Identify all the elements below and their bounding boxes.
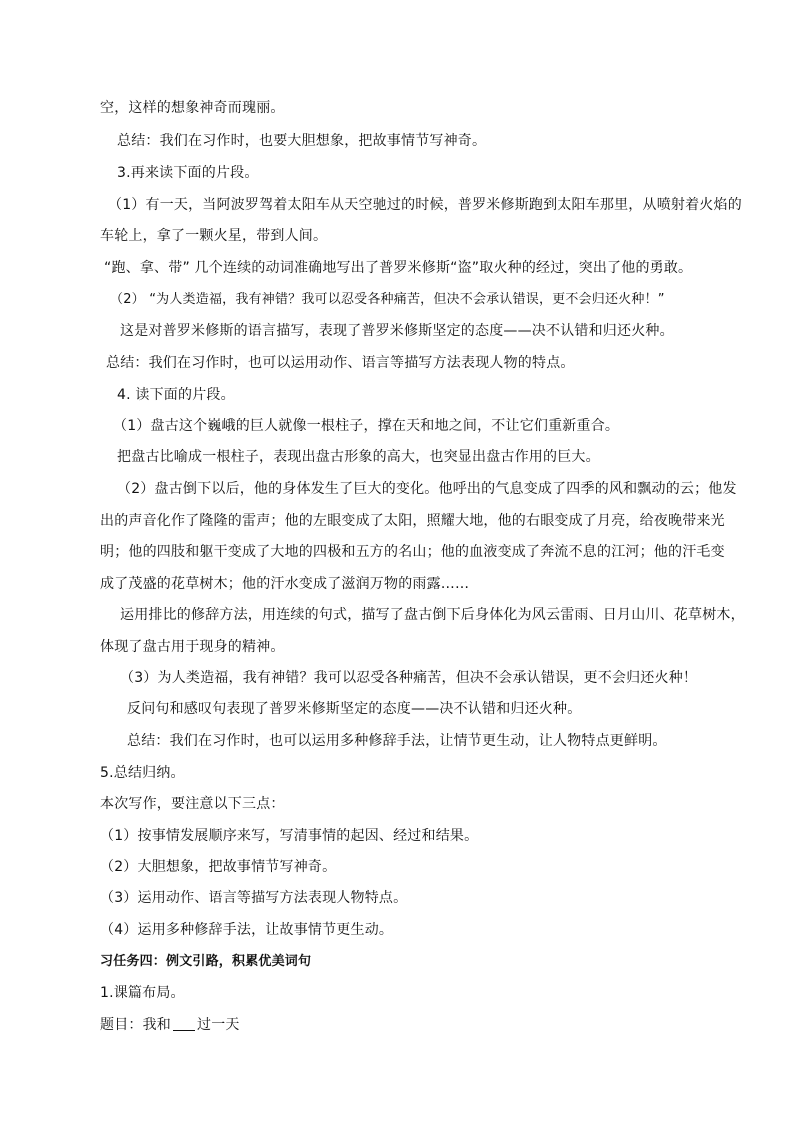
title-suffix: 过一天 <box>197 1017 240 1033</box>
summary-line: 总结：我们在习作时，也要大胆想象，把故事情节写神奇。 <box>117 133 487 149</box>
section-heading: 1.课篇布局。 <box>100 985 185 1001</box>
list-item: （1）按事情发展顺序来写，写清事情的起因、经过和结果。 <box>100 828 479 844</box>
list-item: （4）运用多种修辞手法，让故事情节更生动。 <box>100 922 394 938</box>
summary-line: 总结：我们在习作时，也可以运用动作、语言等描写方法表现人物的特点。 <box>106 355 575 371</box>
paragraph-line: （2）盘古倒下以后，他的身体发生了巨大的变化。他呼出的气息变成了四季的风和飘动的云；他发 <box>117 481 737 497</box>
list-item: （3）运用动作、语言等描写方法表现人物特点。 <box>100 890 408 906</box>
paragraph-line: 体现了盘古用于现身的精神。 <box>100 639 285 655</box>
paragraph-line: 把盘古比喻成一根柱子，表现出盘古形象的高大，也突显出盘古作用的巨大。 <box>117 449 600 465</box>
paragraph-line: 成了茂盛的花草树木；他的汗水变成了滋润万物的雨露…… <box>100 576 470 592</box>
paragraph-line: 明；他的四肢和躯干变成了大地的四极和五方的名山；他的血液变成了奔流不息的江河；他的汗毛变 <box>100 544 725 560</box>
title-prefix: 题目：我和 <box>100 1017 171 1033</box>
paragraph-line: 车轮上，拿了一颗火星，带到人间。 <box>100 228 328 244</box>
paragraph-line: 本次写作，要注意以下三点： <box>100 796 285 812</box>
paragraph-line: （1）盘古这个巍峨的巨人就像一根柱子，撑在天和地之间，不让它们重新重合。 <box>113 418 620 434</box>
task-heading: 习任务四：例文引路，积累优美词句 <box>100 954 312 969</box>
fill-in-blank <box>173 1016 195 1031</box>
section-heading: 5.总结归纳。 <box>100 765 185 781</box>
section-heading: 3.再来读下面的片段。 <box>117 165 259 181</box>
summary-line: 总结：我们在习作时，也可以运用多种修辞手法，让情节更生动，让人物特点更鲜明。 <box>127 733 667 749</box>
paragraph-line: 运用排比的修辞方法，用连续的句式，描写了盘古倒下后身体化为风云雷雨、日月山川、花草树木， <box>120 607 745 623</box>
paragraph-line: 这是对普罗米修斯的语言描写，表现了普罗米修斯坚定的态度——决不认错和归还火种。 <box>120 323 674 339</box>
paragraph-line: “跑、拿、带” 几个连续的动词准确地写出了普罗米修斯“盗”取火种的经过，突出了他的勇敢。 <box>104 260 693 276</box>
paragraph-line: 反问句和感叹句表现了普罗米修斯坚定的态度——决不认错和归还火种。 <box>127 701 582 717</box>
list-item: （2）大胆想象，把故事情节写神奇。 <box>100 859 337 875</box>
paragraph-line: 出的声音化作了隆隆的雷声；他的左眼变成了太阳，照耀大地，他的右眼变成了月亮，给夜晚带来光 <box>100 513 725 529</box>
quote-line: （2） “为人类造福，我有神错？我可以忍受各种痛苦，但决不会承认错误，更不会归还火种！” <box>110 292 665 307</box>
paragraph-line: 空，这样的想象神奇而瑰丽。 <box>100 100 285 116</box>
quote-line: （3）为人类造福，我有神错？我可以忍受各种痛苦，但决不会承认错误，更不会归还火种！ <box>120 670 698 686</box>
title-prompt <box>100 1015 240 1035</box>
paragraph-line: （1）有一天，当阿波罗驾着太阳车从天空驰过的时候，普罗米修斯跑到太阳车那里，从喷射着火焰的 <box>108 197 742 213</box>
section-heading: 4. 读下面的片段。 <box>117 387 235 403</box>
